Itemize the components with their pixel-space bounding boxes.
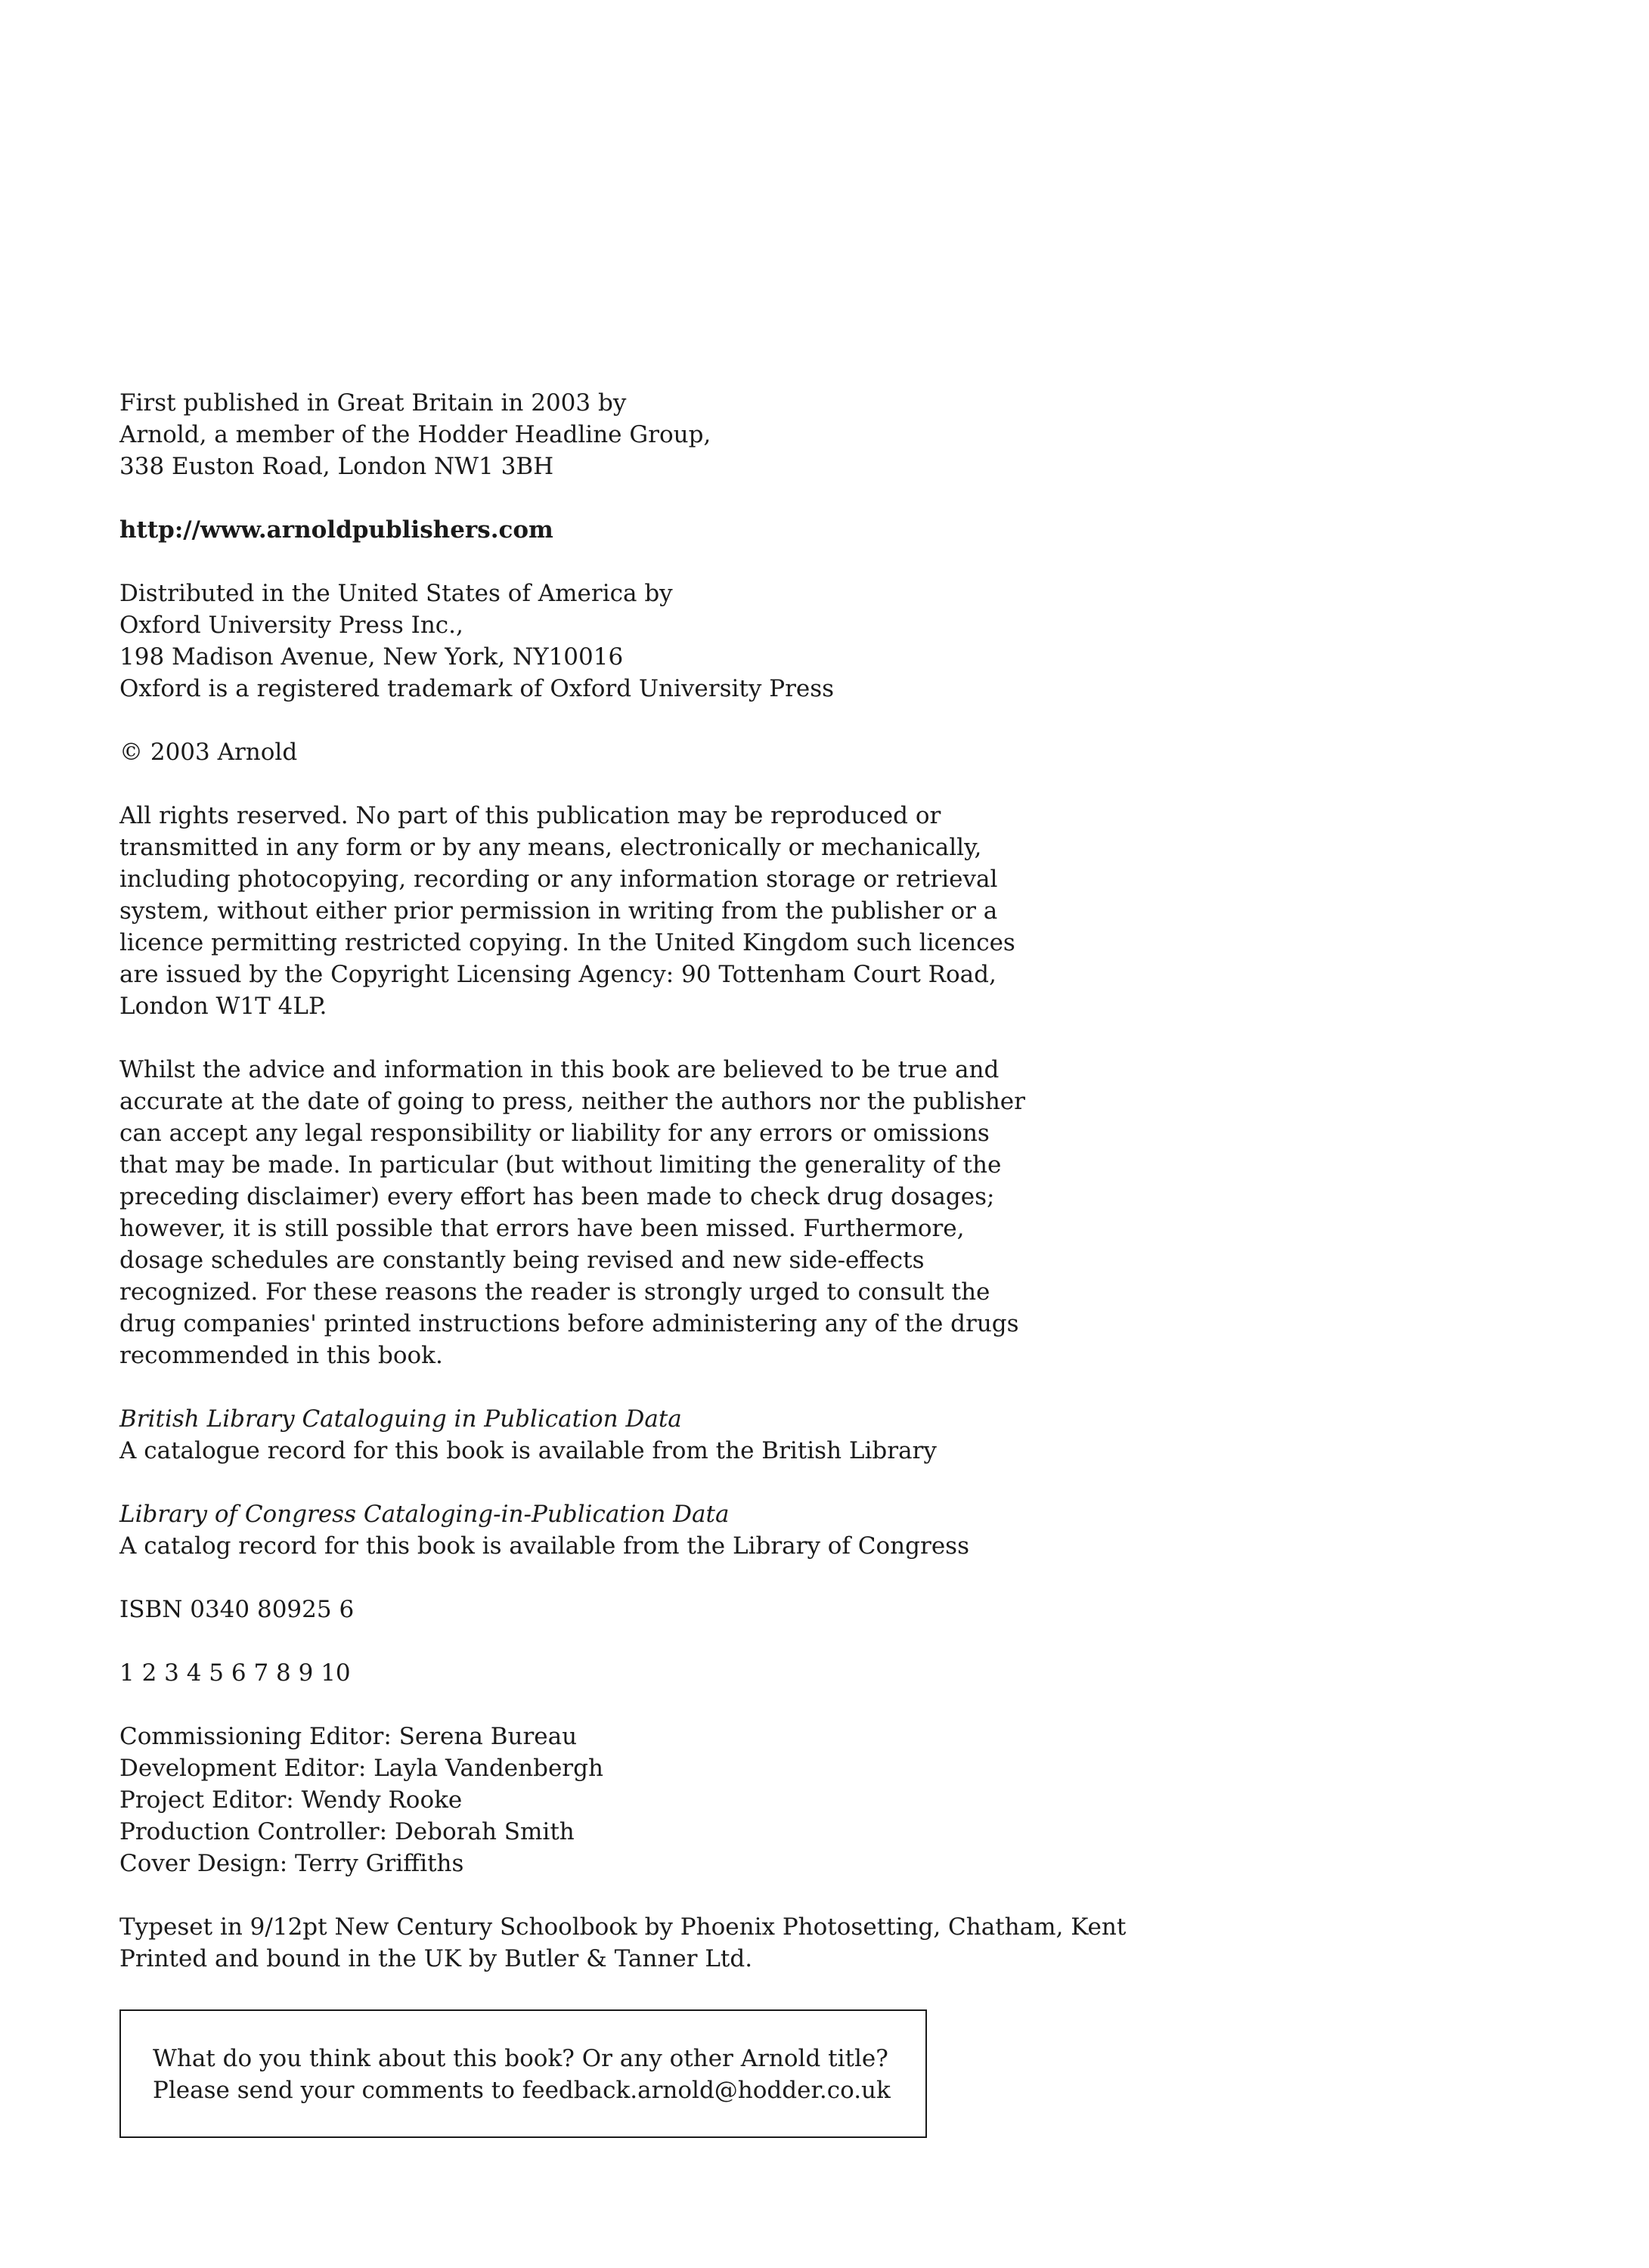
feedback-text: [153, 2043, 891, 2106]
credit-line: Project Editor: Wendy Rooke: [119, 1786, 463, 1814]
disclaimer-block: [119, 1054, 1148, 1371]
distribution-line: 198 Madison Avenue, New York, NY10016: [119, 643, 624, 671]
credit-line: Cover Design: Terry Griffiths: [119, 1850, 464, 1877]
library-of-congress-block: [119, 1498, 1148, 1562]
disclaimer-line: preceding disclaimer) every effort has been made to check drug dosages;: [119, 1183, 995, 1210]
disclaimer-line: however, it is still possible that errors have been missed. Furthermore,: [119, 1215, 965, 1242]
distribution-line: Distributed in the United States of America by: [119, 580, 673, 607]
feedback-question: What do you think about this book? Or any other Arnold title?: [153, 2045, 888, 2072]
rights-line: are issued by the Copyright Licensing Agency: 90 Tottenham Court Road,: [119, 961, 997, 988]
disclaimer-line: drug companies' printed instructions before administering any of the drugs: [119, 1310, 1019, 1337]
disclaimer-line: recognized. For these reasons the reader is strongly urged to consult the: [119, 1278, 990, 1306]
typeset-line: Printed and bound in the UK by Butler & Tanner Ltd.: [119, 1945, 753, 1972]
distribution-block: [119, 578, 1148, 705]
british-library-heading: British Library Cataloguing in Publication Data: [119, 1405, 682, 1433]
rights-line: London W1T 4LP.: [119, 993, 327, 1020]
copyright-notice: © 2003 Arnold: [119, 739, 298, 766]
credit-line: Development Editor: Layla Vandenbergh: [119, 1755, 603, 1782]
credit-line: Production Controller: Deborah Smith: [119, 1818, 575, 1845]
library-of-congress-text: A catalog record for this book is available from the Library of Congress: [119, 1532, 969, 1560]
british-library-text: A catalogue record for this book is available from the British Library: [119, 1437, 937, 1464]
rights-line: transmitted in any form or by any means, electronically or mechanically,: [119, 834, 982, 861]
publisher-block: [119, 387, 1148, 482]
disclaimer-line: can accept any legal responsibility or liability for any errors or omissions: [119, 1120, 990, 1147]
disclaimer-line: accurate at the date of going to press, neither the authors nor the publisher: [119, 1088, 1025, 1115]
disclaimer-line: dosage schedules are constantly being revised and new side-effects: [119, 1247, 925, 1274]
rights-line: All rights reserved. No part of this publication may be reproduced or: [119, 802, 941, 829]
disclaimer-line: recommended in this book.: [119, 1342, 443, 1369]
isbn: ISBN 0340 80925 6: [119, 1596, 355, 1623]
typeset-line: Typeset in 9/12pt New Century Schoolbook by Phoenix Photosetting, Chatham, Kent: [119, 1913, 1127, 1941]
imprint-content: [119, 387, 1148, 2006]
distribution-line: Oxford is a registered trademark of Oxford University Press: [119, 675, 835, 702]
credit-line: Commissioning Editor: Serena Bureau: [119, 1723, 578, 1750]
typeset-block: [119, 1911, 1148, 1975]
isbn-block: [119, 1594, 1148, 1625]
rights-line: system, without either prior permission in writing from the publisher or a: [119, 897, 998, 925]
publisher-website: http://www.arnoldpublishers.com: [119, 516, 553, 544]
publisher-line: 338 Euston Road, London NW1 3BH: [119, 453, 554, 480]
print-line: 1 2 3 4 5 6 7 8 9 10: [119, 1659, 351, 1687]
disclaimer-line: that may be made. In particular (but without limiting the generality of the: [119, 1151, 1002, 1179]
distribution-line: Oxford University Press Inc.,: [119, 612, 463, 639]
feedback-box: [119, 2009, 927, 2138]
library-of-congress-heading: Library of Congress Cataloging-in-Publication Data: [119, 1501, 730, 1528]
disclaimer-line: Whilst the advice and information in this book are believed to be true and: [119, 1056, 1000, 1083]
website-block: [119, 514, 1148, 546]
print-line-block: [119, 1657, 1148, 1689]
copyright-block: [119, 736, 1148, 768]
feedback-contact: Please send your comments to feedback.arnold@hodder.co.uk: [153, 2077, 891, 2104]
british-library-block: [119, 1403, 1148, 1467]
rights-line: licence permitting restricted copying. In the United Kingdom such licences: [119, 929, 1015, 956]
rights-block: [119, 800, 1148, 1022]
publisher-line: First published in Great Britain in 2003 by: [119, 389, 627, 417]
publisher-line: Arnold, a member of the Hodder Headline Group,: [119, 421, 711, 448]
rights-line: including photocopying, recording or any information storage or retrieval: [119, 866, 998, 893]
credits-block: [119, 1721, 1148, 1879]
